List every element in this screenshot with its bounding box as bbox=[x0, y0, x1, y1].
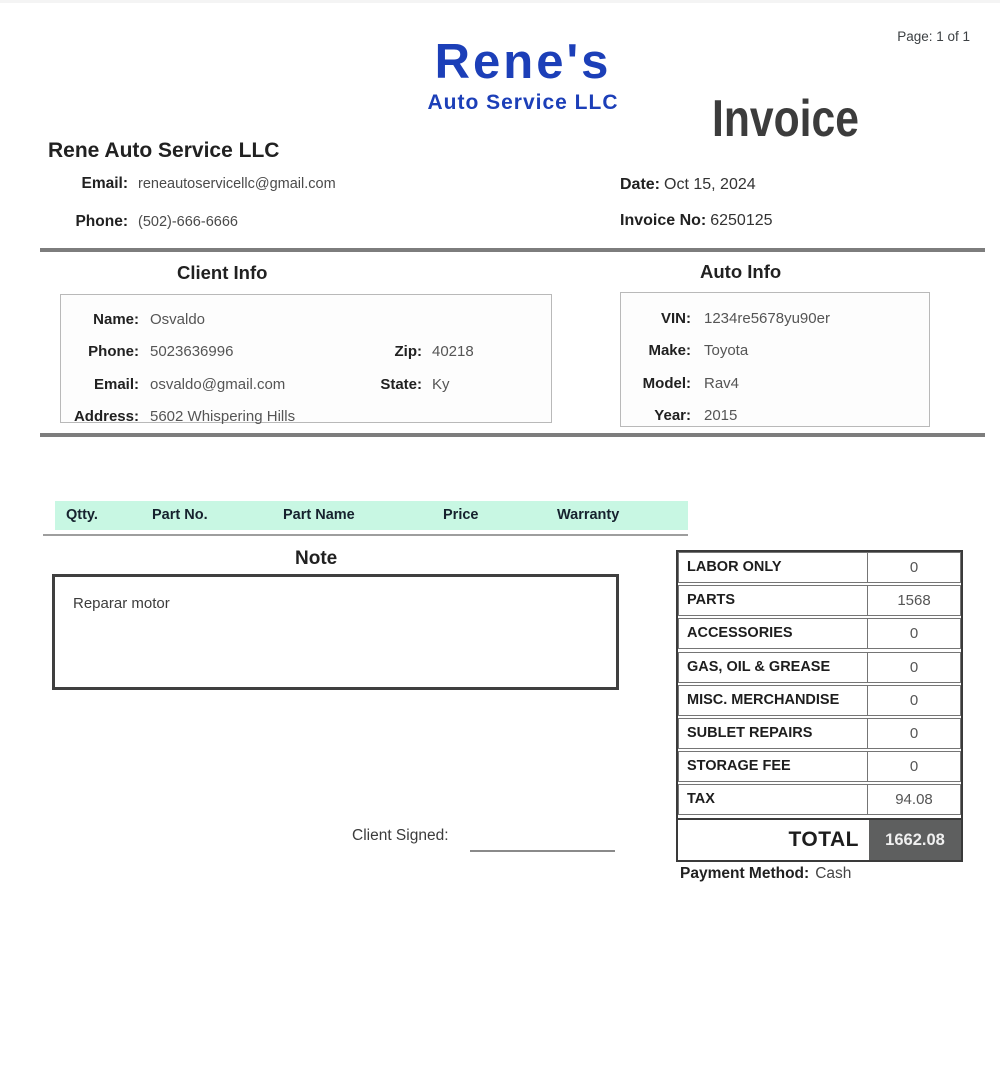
labor-label: LABOR ONLY bbox=[679, 553, 868, 582]
misc-value: 0 bbox=[909, 691, 919, 709]
signature-line bbox=[470, 850, 615, 852]
model-value: Rav4 bbox=[704, 374, 740, 392]
total-row-sublet bbox=[678, 718, 961, 749]
invoice-no-label: Invoice No: bbox=[620, 212, 707, 229]
gas-oil-grease-label: GAS, OIL & GREASE bbox=[679, 653, 868, 682]
col-price: Price bbox=[443, 507, 479, 523]
company-email-label: Email: bbox=[81, 175, 128, 192]
date-value: Oct 15, 2024 bbox=[664, 176, 756, 193]
col-warranty: Warranty bbox=[557, 507, 620, 523]
company-name: Rene Auto Service LLC bbox=[48, 139, 280, 162]
accessories-label: ACCESSORIES bbox=[679, 619, 868, 648]
total-row-labor bbox=[678, 552, 961, 583]
client-email-label: Email: bbox=[93, 375, 139, 393]
client-info-title: Client Info bbox=[177, 262, 268, 283]
auto-vin-row bbox=[621, 302, 929, 335]
client-email-row bbox=[61, 368, 551, 401]
auto-year-row bbox=[621, 400, 929, 433]
storage-label: STORAGE FEE bbox=[679, 752, 868, 781]
auto-model-row bbox=[621, 367, 929, 400]
total-row-accessories bbox=[678, 618, 961, 649]
col-part-no: Part No. bbox=[152, 507, 208, 523]
auto-make-row bbox=[621, 335, 929, 368]
parts-table-bottom-rule bbox=[43, 534, 688, 536]
storage-value: 0 bbox=[909, 758, 919, 776]
divider-middle bbox=[40, 433, 985, 437]
col-part-name: Part Name bbox=[283, 507, 355, 523]
client-phone-row bbox=[61, 336, 551, 369]
client-info-box bbox=[60, 294, 552, 426]
client-name-row bbox=[61, 303, 551, 336]
vin-value: 1234re5678yu90er bbox=[704, 309, 830, 327]
grand-total-value: 1662.08 bbox=[869, 820, 961, 860]
company-email-row bbox=[48, 175, 336, 193]
auto-info-title: Auto Info bbox=[700, 261, 782, 282]
parts-label: PARTS bbox=[679, 586, 868, 615]
year-label: Year: bbox=[654, 407, 691, 425]
make-label: Make: bbox=[648, 342, 691, 360]
total-row-gas-oil-grease bbox=[678, 652, 961, 683]
note-title: Note bbox=[295, 548, 338, 569]
client-zip-value: 40218 bbox=[432, 343, 474, 361]
company-phone-label: Phone: bbox=[75, 213, 128, 230]
client-email-value: osvaldo@gmail.com bbox=[150, 375, 286, 393]
client-address-row bbox=[61, 401, 551, 434]
auto-info-box bbox=[620, 292, 930, 427]
note-box bbox=[52, 574, 619, 690]
invoice-number-row bbox=[620, 212, 773, 230]
year-value: 2015 bbox=[704, 407, 738, 425]
company-phone-row bbox=[48, 213, 238, 231]
tax-label: TAX bbox=[679, 785, 868, 814]
total-row-misc bbox=[678, 685, 961, 716]
page-number-label: Page: 1 of 1 bbox=[897, 29, 970, 44]
client-address-value: 5602 Whispering Hills bbox=[150, 408, 296, 426]
logo-wordmark: Rene's bbox=[434, 35, 612, 89]
gas-oil-grease-value: 0 bbox=[909, 658, 919, 676]
client-name-label: Name: bbox=[93, 310, 139, 328]
client-phone-label: Phone: bbox=[88, 343, 139, 361]
client-state-label: State: bbox=[380, 375, 422, 393]
col-qtty: Qtty. bbox=[66, 507, 98, 523]
totals-table bbox=[676, 550, 963, 862]
invoice-date-row bbox=[620, 176, 756, 194]
logo-subtitle: Auto Service LLC bbox=[427, 91, 619, 115]
payment-method-row bbox=[680, 865, 851, 883]
payment-method-value: Cash bbox=[815, 865, 852, 882]
company-logo bbox=[404, 37, 642, 115]
client-name-value: Osvaldo bbox=[150, 310, 206, 328]
company-email-value: reneautoservicellc@gmail.com bbox=[138, 176, 336, 192]
payment-method-label: Payment Method: bbox=[680, 865, 810, 882]
labor-value: 0 bbox=[909, 559, 919, 576]
tax-value: 94.08 bbox=[895, 791, 933, 809]
make-value: Toyota bbox=[704, 342, 749, 360]
total-row-tax bbox=[678, 784, 961, 815]
divider-top bbox=[40, 248, 985, 252]
date-label: Date: bbox=[620, 176, 661, 193]
sublet-label: SUBLET REPAIRS bbox=[679, 719, 868, 748]
parts-table-header bbox=[55, 501, 688, 530]
company-phone-value: (502)-666-6666 bbox=[138, 214, 238, 230]
total-row-storage bbox=[678, 751, 961, 782]
client-zip-label: Zip: bbox=[394, 343, 422, 361]
invoice-no-value: 6250125 bbox=[710, 212, 773, 229]
sublet-value: 0 bbox=[909, 724, 919, 742]
misc-label: MISC. MERCHANDISE bbox=[679, 686, 868, 715]
parts-value: 1568 bbox=[897, 592, 931, 610]
model-label: Model: bbox=[642, 374, 691, 392]
accessories-value: 0 bbox=[909, 625, 919, 643]
grand-total-label: TOTAL bbox=[788, 828, 859, 852]
grand-total-row bbox=[678, 818, 961, 860]
invoice-title: Invoice bbox=[712, 90, 859, 148]
note-text: Reparar motor bbox=[73, 595, 170, 612]
total-row-parts bbox=[678, 585, 961, 616]
client-signed-label: Client Signed: bbox=[352, 827, 449, 844]
vin-label: VIN: bbox=[661, 309, 691, 327]
client-state-value: Ky bbox=[432, 375, 450, 393]
client-address-label: Address: bbox=[73, 408, 139, 426]
client-phone-value: 5023636996 bbox=[150, 343, 234, 361]
